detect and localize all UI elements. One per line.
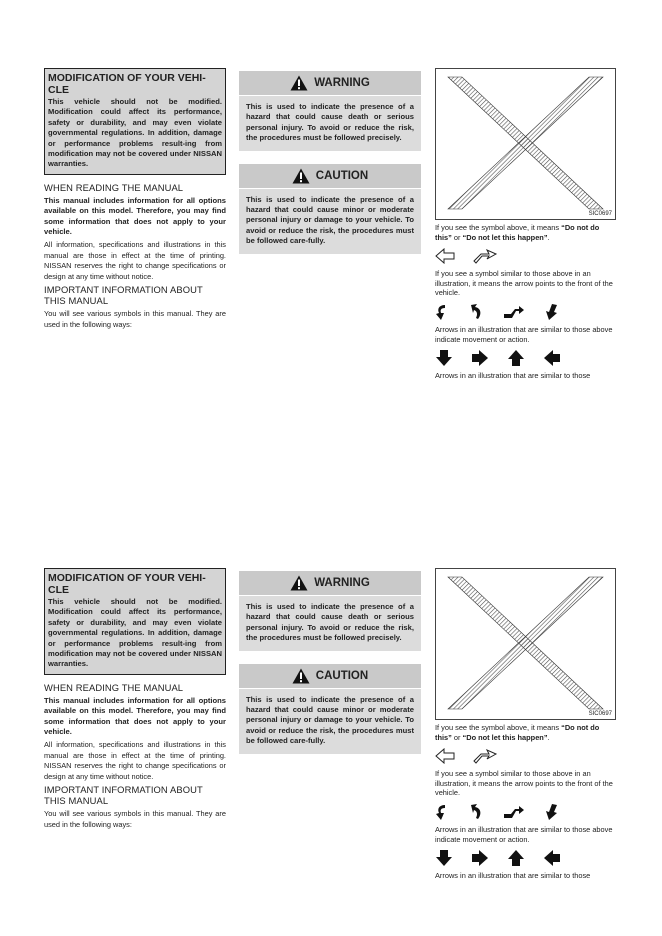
bent-arrow-right-icon	[503, 304, 525, 320]
left-column	[44, 68, 226, 330]
do-not-figure	[435, 68, 616, 220]
caption-movement-arrows: Arrows in an illustration that are similar to those above indicate movement or action.	[435, 324, 613, 344]
important-text: You will see various symbols in this manual. They are used in the following ways:	[44, 809, 226, 829]
front-arrows-row	[435, 746, 616, 766]
caution-header	[239, 164, 421, 188]
figure-code: SIC0697	[588, 711, 612, 717]
reading-text: All information, specifications and illustrations in this manual are those in effect at the time of printing. NISSAN reserves the right to change specifications or design at any time without notice.	[44, 740, 226, 781]
movement-arrows-row	[435, 802, 616, 822]
warning-body: This is used to indicate the presence of a hazard that could cause death or serious personal injury. To avoid or reduce the risk, the procedures must be followed precisely.	[239, 95, 421, 151]
cross-x-icon	[436, 569, 615, 719]
caption-solid-arrows: Arrows in an illustration that are similar to those	[435, 371, 591, 381]
reading-heading: WHEN READING THE MANUAL	[44, 681, 184, 693]
solid-arrow-left-icon	[543, 849, 561, 867]
reading-bold-text: This manual includes information for all options available on this model. Therefore, you may find some information that does not apply to your vehicle.	[44, 695, 226, 737]
important-heading: IMPORTANT INFORMATION ABOUT THIS MANUAL	[44, 284, 203, 307]
do-not-figure	[435, 568, 616, 720]
solid-arrow-up-icon	[507, 849, 525, 867]
front-arrows-row	[435, 246, 616, 266]
reading-text: All information, specifications and illustrations in this manual are those in effect at the time of printing. NISSAN reserves the right to change specifications or design at any time without notice.	[44, 240, 226, 281]
modification-title: MODIFICATION OF YOUR VEHI-CLE	[48, 572, 206, 596]
caption-front-arrows: If you see a symbol similar to those above in an illustration, it means the arrow points to the front of the vehicle.	[435, 769, 613, 798]
important-heading: IMPORTANT INFORMATION ABOUT THIS MANUAL	[44, 784, 203, 807]
solid-arrow-down-icon	[435, 849, 453, 867]
middle-column	[239, 571, 421, 754]
modification-box	[44, 568, 226, 675]
important-text: You will see various symbols in this manual. They are used in the following ways:	[44, 309, 226, 329]
outline-arrow-left-icon	[435, 748, 455, 764]
page-half-bottom	[0, 568, 662, 898]
bent-arrow-down-icon	[543, 803, 559, 821]
warning-label: WARNING	[314, 577, 370, 589]
solid-arrows-row	[435, 348, 616, 368]
middle-column	[239, 71, 421, 254]
modification-title: MODIFICATION OF YOUR VEHI-CLE	[48, 72, 206, 96]
bent-arrow-down-icon	[543, 303, 559, 321]
outline-arrow-left-icon	[435, 248, 455, 264]
movement-arrows-row	[435, 302, 616, 322]
modification-body: This vehicle should not be modified. Modification could affect its performance, safety or durability, and may even violate governmental regulations. In addition, damage or performance problems result-ing from modification may not be covered under NISSAN warranties.	[48, 97, 222, 169]
caution-header	[239, 664, 421, 688]
warning-header	[239, 571, 421, 595]
reading-heading: WHEN READING THE MANUAL	[44, 181, 184, 193]
caption-solid-arrows: Arrows in an illustration that are similar to those	[435, 871, 591, 881]
bent-arrow-right-icon	[503, 804, 525, 820]
caption-movement-arrows: Arrows in an illustration that are similar to those above indicate movement or action.	[435, 824, 613, 844]
caution-body: This is used to indicate the presence of a hazard that could cause minor or moderate personal injury or damage to your vehicle. To avoid or reduce the risk, the procedures must be followed care-fully.	[239, 188, 421, 254]
left-column	[44, 568, 226, 830]
solid-arrow-up-icon	[507, 349, 525, 367]
solid-arrow-down-icon	[435, 349, 453, 367]
caution-triangle-icon	[292, 168, 310, 184]
right-column	[435, 68, 616, 381]
modification-body: This vehicle should not be modified. Modification could affect its performance, safety or durability, and may even violate governmental regulations. In addition, damage or performance problems result-ing from modification may not be covered under NISSAN warranties.	[48, 597, 222, 669]
warning-body: This is used to indicate the presence of a hazard that could cause death or serious personal injury. To avoid or reduce the risk, the procedures must be followed precisely.	[239, 595, 421, 651]
outline-arrow-up-right-icon	[473, 748, 497, 764]
warning-triangle-icon	[290, 575, 308, 591]
solid-arrow-left-icon	[543, 349, 561, 367]
curved-arrow-down-icon	[435, 303, 451, 321]
curved-arrow-back-icon	[469, 803, 485, 821]
warning-header	[239, 71, 421, 95]
solid-arrow-right-icon	[471, 849, 489, 867]
outline-arrow-up-right-icon	[473, 248, 497, 264]
caution-label: CAUTION	[315, 669, 369, 682]
caution-label: CAUTION	[315, 169, 369, 182]
caption-front-arrows: If you see a symbol similar to those above in an illustration, it means the arrow points to the front of the vehicle.	[435, 269, 613, 298]
warning-label: WARNING	[314, 77, 370, 89]
curved-arrow-down-icon	[435, 803, 451, 821]
right-column	[435, 568, 616, 881]
curved-arrow-back-icon	[469, 303, 485, 321]
caption-do-not: If you see the symbol above, it means “Do not do this” or “Do not let this happen”.	[435, 223, 600, 242]
caution-body: This is used to indicate the presence of a hazard that could cause minor or moderate personal injury or damage to your vehicle. To avoid or reduce the risk, the procedures must be followed care-fully.	[239, 688, 421, 754]
warning-triangle-icon	[290, 75, 308, 91]
solid-arrow-right-icon	[471, 349, 489, 367]
page-half-top	[0, 68, 662, 398]
cross-x-icon	[436, 69, 615, 219]
reading-bold-text: This manual includes information for all options available on this model. Therefore, you may find some information that does not apply to your vehicle.	[44, 195, 226, 237]
modification-box	[44, 68, 226, 175]
figure-code: SIC0697	[588, 211, 612, 217]
caution-triangle-icon	[292, 668, 310, 684]
solid-arrows-row	[435, 848, 616, 868]
caption-do-not: If you see the symbol above, it means “Do not do this” or “Do not let this happen”.	[435, 723, 600, 742]
